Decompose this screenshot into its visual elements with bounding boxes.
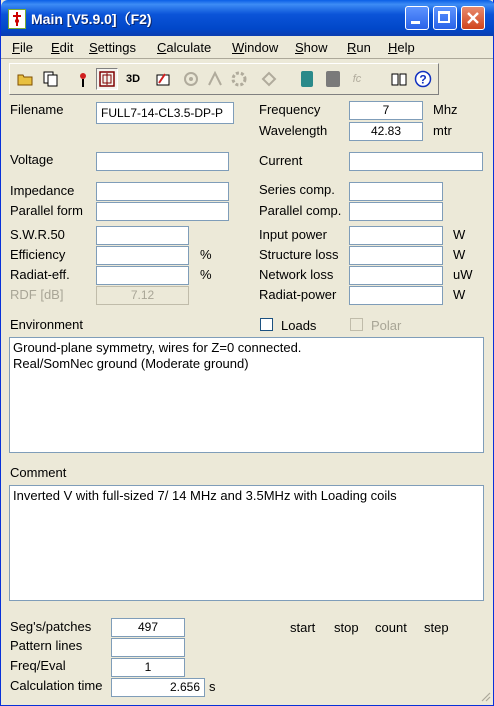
calc-time-unit: s	[209, 679, 216, 694]
environment-label: Environment	[10, 317, 83, 332]
network-loss-unit: uW	[453, 267, 473, 282]
close-icon	[462, 7, 484, 29]
voltage-label: Voltage	[10, 152, 54, 167]
calc-time-label: Calculation time	[10, 678, 103, 693]
menu-calculate[interactable]: Calculate	[157, 40, 212, 55]
comment-text: Inverted V with full-sized 7/ 14 MHz and 3.5MHz with Loading coils	[13, 488, 397, 503]
network-loss-field[interactable]	[349, 266, 443, 285]
radiat-eff-unit: %	[200, 267, 212, 282]
polar-checkbox	[350, 318, 363, 331]
series-comp-label: Series comp.	[259, 182, 335, 197]
help-button[interactable]	[412, 68, 434, 90]
parallel-comp-field[interactable]	[349, 202, 443, 221]
step-column-label: step	[424, 620, 449, 635]
structure-loss-unit: W	[453, 247, 466, 262]
environment-textarea[interactable]	[9, 337, 484, 453]
radiat-eff-field[interactable]	[96, 266, 189, 285]
voltage-field[interactable]	[96, 152, 229, 171]
3d-view-button[interactable]	[122, 68, 144, 90]
efficiency-label: Efficiency	[10, 247, 66, 262]
menu-settings[interactable]: Settings	[89, 40, 136, 55]
menu-show[interactable]: Show	[295, 40, 328, 55]
antenna-icon	[77, 70, 89, 88]
gear-icon	[231, 71, 247, 87]
variables-icon	[261, 71, 277, 87]
frequency-field[interactable]: 7	[349, 101, 423, 120]
copy-icon	[43, 71, 59, 87]
menu-edit[interactable]: Edit	[51, 40, 74, 55]
structure-loss-field[interactable]	[349, 246, 443, 265]
app-icon[interactable]	[8, 9, 26, 29]
svg-text:?: ?	[419, 72, 427, 87]
structure-loss-label: Structure loss	[259, 247, 339, 262]
impedance-field[interactable]	[96, 182, 229, 201]
freq-eval-field[interactable]: 1	[111, 658, 185, 677]
variables-button[interactable]	[258, 68, 280, 90]
geometry-view-button[interactable]	[96, 68, 118, 90]
parallel-form-field[interactable]	[96, 202, 229, 221]
sweep-button[interactable]	[204, 68, 226, 90]
geometry-icon	[99, 71, 115, 87]
wavelength-field[interactable]: 42.83	[349, 122, 423, 141]
environment-line: Real/SomNec ground (Moderate ground)	[13, 356, 249, 371]
radiat-power-field[interactable]	[349, 286, 443, 305]
segs-field[interactable]: 497	[111, 618, 185, 637]
resize-grip-icon[interactable]	[479, 690, 491, 702]
copy-button[interactable]	[40, 68, 62, 90]
pattern-icon	[155, 71, 171, 87]
network-loss-label: Network loss	[259, 267, 334, 282]
folder-icon	[17, 72, 33, 86]
parallel-comp-label: Parallel comp.	[259, 203, 342, 218]
help-icon	[414, 70, 432, 88]
count-column-label: count	[375, 620, 407, 635]
parallel-form-label: Parallel form	[10, 203, 83, 218]
loads-label: Loads	[281, 318, 317, 333]
comment-label: Comment	[10, 465, 67, 480]
close-button[interactable]	[461, 6, 485, 30]
radiat-eff-label: Radiat-eff.	[10, 267, 70, 282]
matching-button[interactable]	[322, 68, 344, 90]
series-comp-field[interactable]	[349, 182, 443, 201]
radiat-power-unit: W	[453, 287, 466, 302]
filename-label: Filename	[10, 102, 64, 117]
pattern-button[interactable]	[152, 68, 174, 90]
frequency-unit: Mhz	[433, 102, 458, 117]
start-column-label: start	[290, 620, 316, 635]
matching-icon	[326, 71, 340, 87]
impedance-label: Impedance	[10, 183, 75, 198]
menu-file[interactable]: File	[12, 40, 33, 55]
input-power-label: Input power	[259, 227, 327, 242]
polar-label: Polar	[371, 318, 402, 333]
pattern-lines-field[interactable]	[111, 638, 185, 657]
swr-label: S.W.R.50	[10, 227, 65, 242]
environment-line: Ground-plane symmetry, wires for Z=0 connected.	[13, 340, 302, 355]
book-icon	[391, 71, 407, 87]
toolbar	[9, 63, 439, 95]
menu-window[interactable]: Window	[232, 40, 279, 55]
3d-icon: 3D	[125, 73, 141, 85]
title-bar[interactable]	[1, 0, 494, 36]
wavelength-label: Wavelength	[259, 123, 328, 138]
frequency-label: Frequency	[259, 102, 321, 117]
fc-button[interactable]	[346, 68, 368, 90]
fc-icon: fc	[352, 73, 362, 85]
current-label: Current	[259, 153, 303, 168]
radiat-power-label: Radiat-power	[259, 287, 337, 302]
segs-label: Seg's/patches	[10, 619, 92, 634]
loads-checkbox[interactable]	[260, 318, 273, 331]
rdf-field: 7.12	[96, 286, 189, 305]
maximize-icon	[438, 11, 450, 23]
calculator-button[interactable]	[296, 68, 318, 90]
filename-field[interactable]: FULL7-14-CL3.5-DP-P	[96, 102, 234, 124]
pattern-lines-label: Pattern lines	[10, 638, 83, 653]
minimize-icon	[411, 21, 420, 24]
window-title: Main [V5.9.0]（F2)	[31, 11, 152, 27]
current-field[interactable]	[349, 152, 483, 171]
input-power-field[interactable]	[349, 226, 443, 245]
optimize-button[interactable]	[180, 68, 202, 90]
rdf-label: RDF [dB]	[10, 287, 64, 302]
menu-run[interactable]: Run	[347, 40, 371, 55]
comment-textarea[interactable]	[9, 485, 484, 601]
open-file-button[interactable]	[14, 68, 36, 90]
notes-button[interactable]	[388, 68, 410, 90]
minimize-button[interactable]	[405, 6, 429, 30]
wavelength-unit: mtr	[433, 123, 452, 138]
menu-bar	[1, 36, 493, 59]
freq-eval-label: Freq/Eval	[10, 658, 66, 673]
calc-time-field[interactable]: 2.656	[111, 678, 205, 697]
stop-column-label: stop	[334, 620, 359, 635]
efficiency-field[interactable]	[96, 246, 189, 265]
antenna-button[interactable]	[72, 68, 94, 90]
calculator-icon	[301, 71, 313, 87]
sweep-icon	[207, 71, 223, 87]
swr-field[interactable]	[96, 226, 189, 245]
input-power-unit: W	[453, 227, 466, 242]
maximize-button[interactable]	[433, 6, 457, 30]
optimize-icon	[183, 71, 199, 87]
generate-button[interactable]	[228, 68, 250, 90]
efficiency-unit: %	[200, 247, 212, 262]
menu-help[interactable]: Help	[388, 40, 415, 55]
